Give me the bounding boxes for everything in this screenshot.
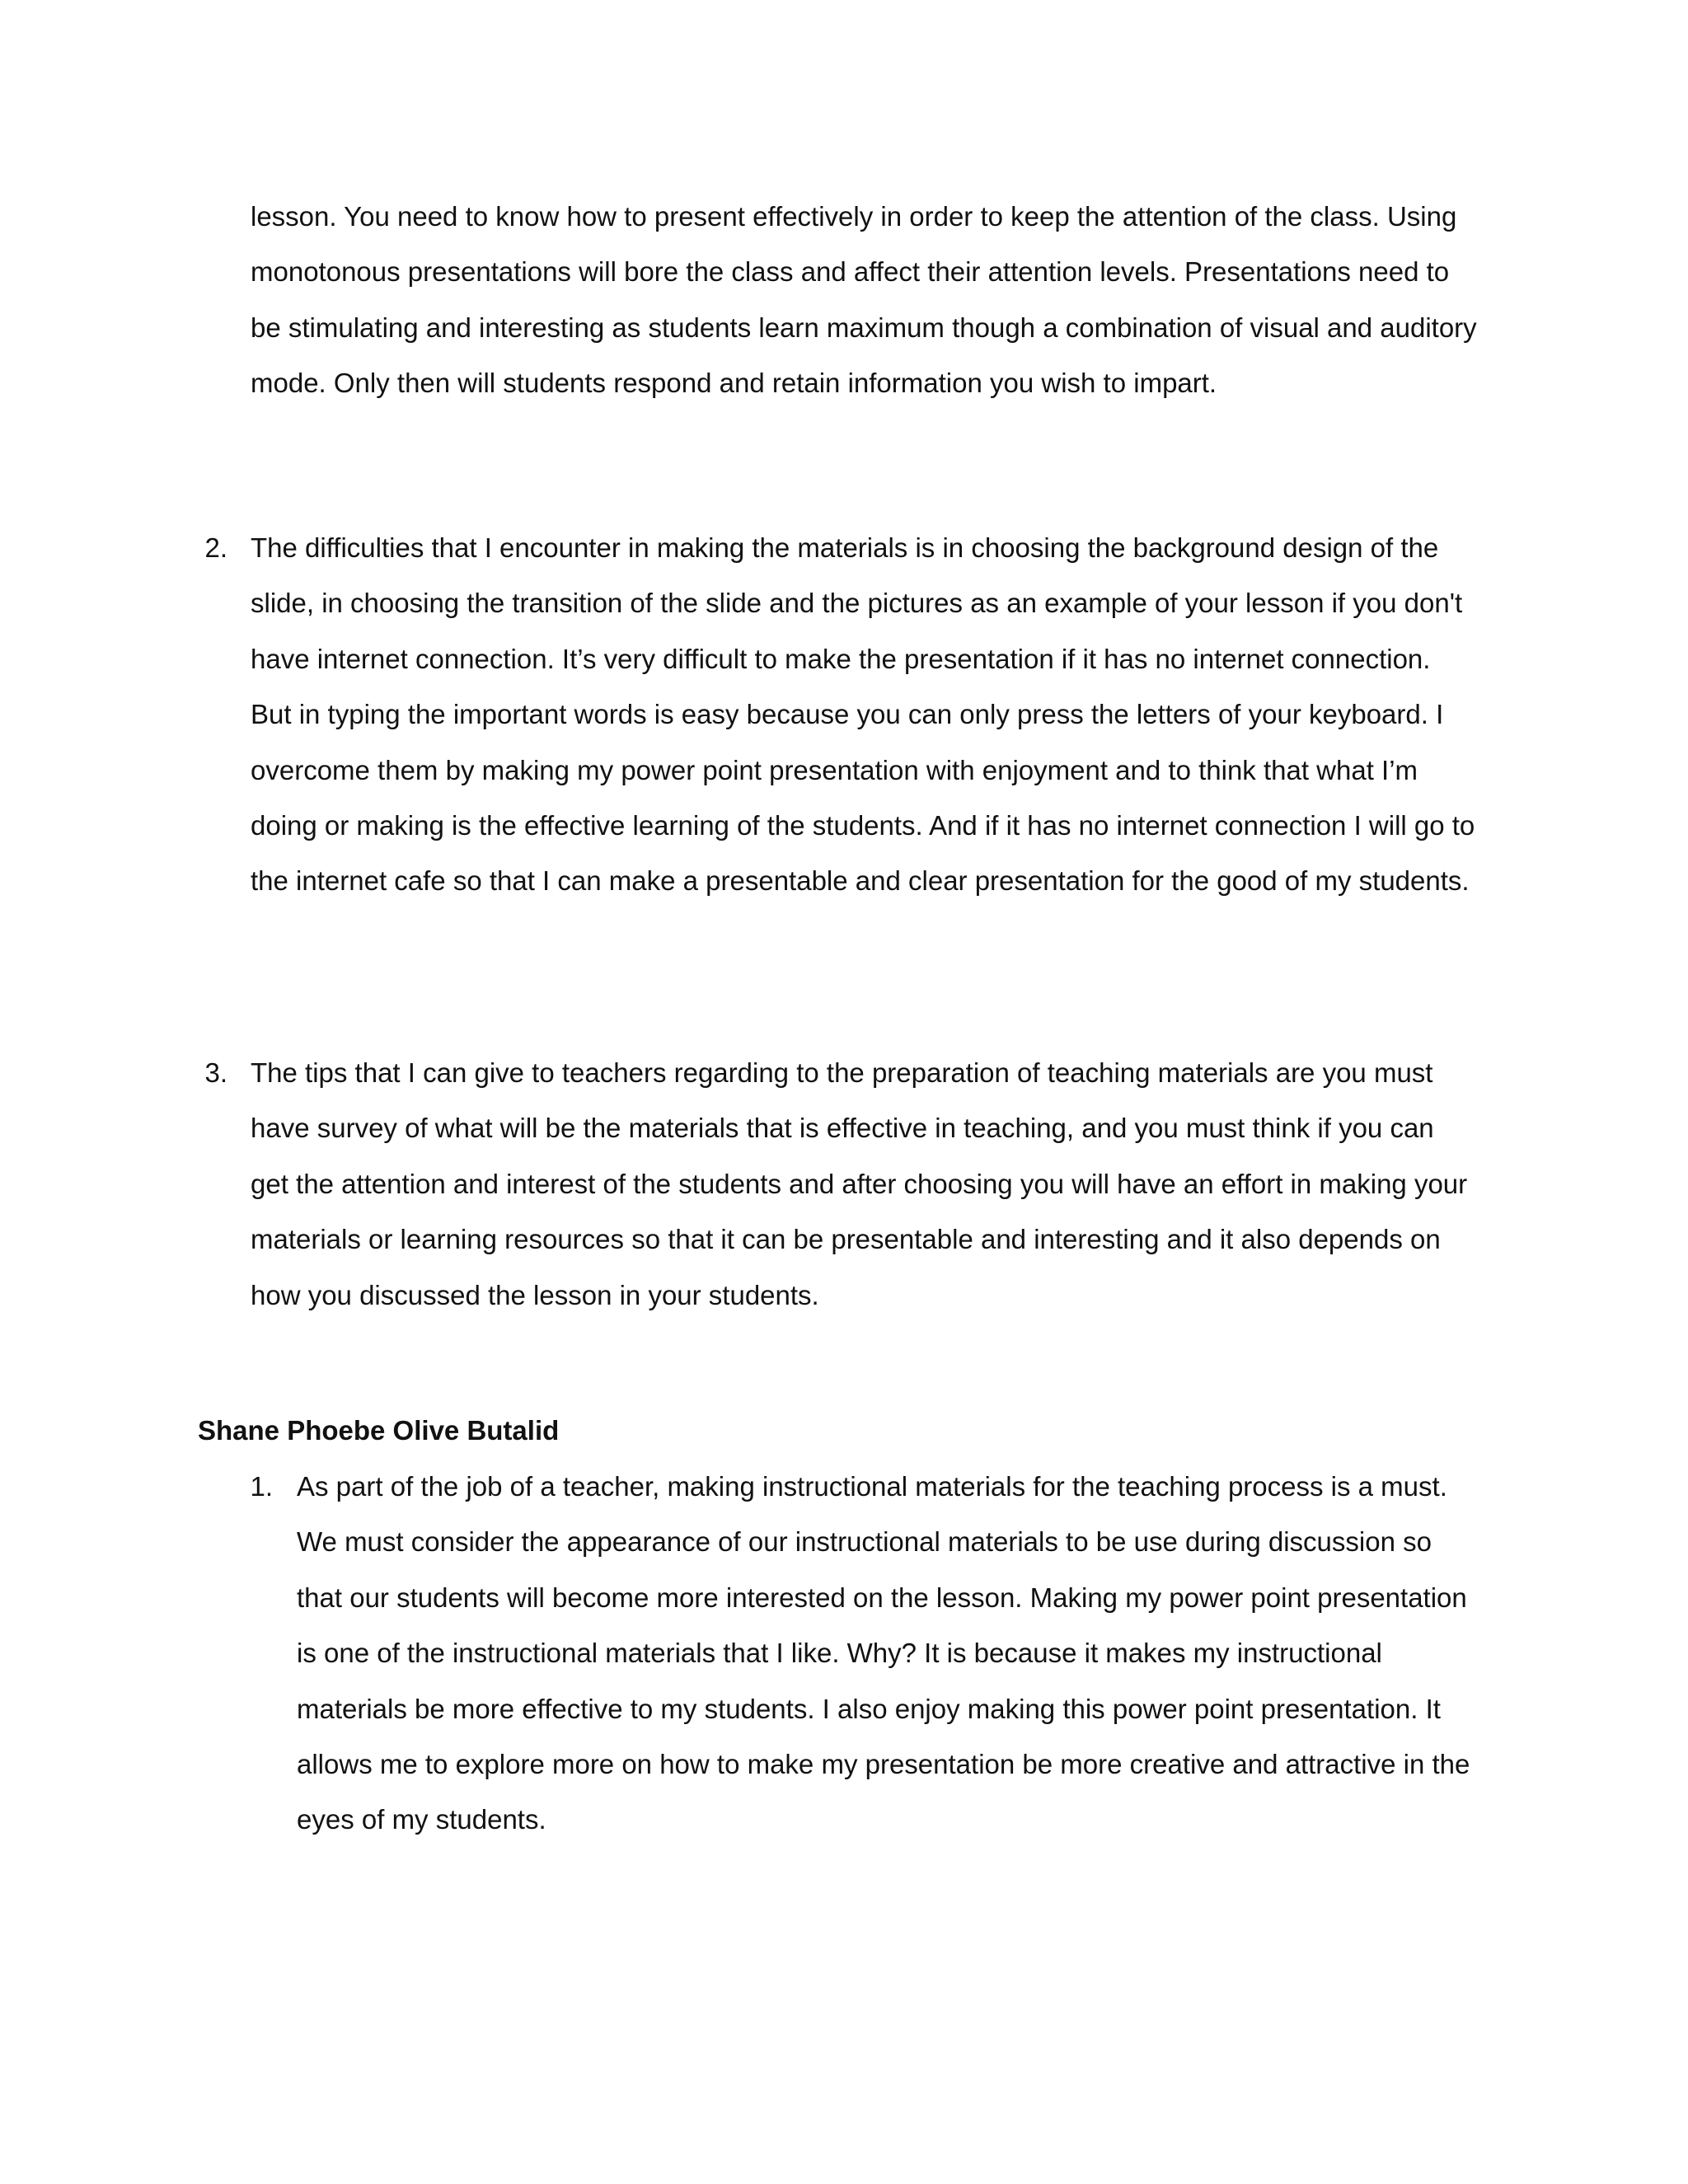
list-item-number: 2.	[204, 532, 227, 563]
continuation-paragraph: lesson. You need to know how to present effectively in order to keep the attention of the class. Using monotonous presentations will bore the class and affect their attention levels. Presentations need to be stimulating and interesting as students learn maximum though a combination of visual and auditory mode. Only then will students respond and retain information you wish to impart.	[251, 201, 1477, 399]
list-item-text: The difficulties that I encounter in making the materials is in choosing the background design of the slide, in choosing the transition of the slide and the pictures as an example of your lesson if you don't have internet connection. It’s very difficult to make the presentation if it has no internet connection. But in typing the important words is easy because you can only press the letters of your keyboard. I overcome them by making my power point presentation with enjoyment and to think that what I’m doing or making is the effective learning of the students. And if it has no internet connection I will go to the internet cafe so that I can make a presentable and clear presentation for the good of my students.	[251, 532, 1475, 897]
author-heading: Shane Phoebe Olive Butalid	[198, 1415, 560, 1446]
list-item-number: 1.	[250, 1471, 273, 1502]
list-item-number: 3.	[204, 1057, 227, 1088]
list-item-text: The tips that I can give to teachers regarding to the preparation of teaching materials are you must have survey of what will be the materials that is effective in teaching, and you must think if you can get the attention and interest of the students and after choosing you will have an effort in making your materials or learning resources so that it can be presentable and interesting and it also depends on how you discussed the lesson in your students.	[251, 1057, 1468, 1310]
list-item-text: As part of the job of a teacher, making instructional materials for the teaching process is a must. We must consider the appearance of our instructional materials to be use during discussion so that our students will become more interested on the lesson. Making my power point presentation is one of the instructional materials that I like. Why? It is because it makes my instructional materials be more effective to my students. I also enjoy making this power point presentation. It allows me to explore more on how to make my presentation be more creative and attractive in the eyes of my students.	[297, 1471, 1470, 1835]
